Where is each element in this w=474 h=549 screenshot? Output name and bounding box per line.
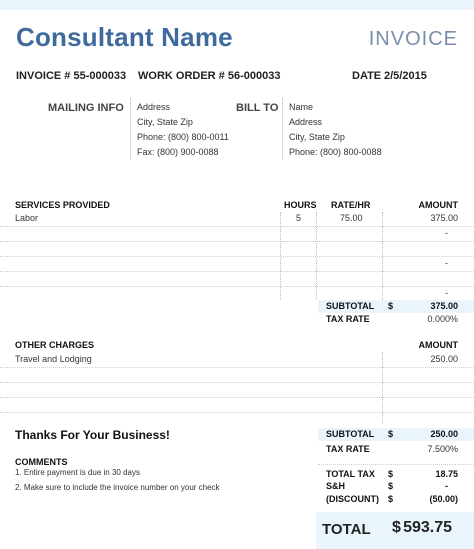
service-hours: 5: [296, 213, 302, 223]
summary-tax-value: 7.500%: [427, 444, 458, 454]
row-divider: [0, 382, 474, 383]
other-charge-amount: 250.00: [430, 354, 458, 364]
hours-header: HOURS: [284, 200, 317, 210]
discount-value: (50.00): [429, 494, 458, 504]
mailing-line: City, State Zip: [137, 117, 193, 127]
services-header: SERVICES PROVIDED: [15, 200, 110, 210]
service-rate: 75.00: [340, 213, 363, 223]
other-charges-header: OTHER CHARGES: [15, 340, 95, 350]
sh-value: -: [445, 481, 448, 491]
services-tax-label: TAX RATE: [326, 314, 370, 324]
summary-tax-label: TAX RATE: [326, 444, 370, 454]
summary-subtotal-currency: $: [388, 429, 394, 439]
amount-header: AMOUNT: [418, 200, 458, 210]
total-value: 593.75: [403, 519, 452, 536]
col-divider: [382, 352, 383, 424]
total-tax-currency: $: [388, 469, 394, 479]
invoice-number: INVOICE # 55-000033: [16, 70, 127, 82]
bill-to-line: City, State Zip: [289, 132, 345, 142]
date-label: DATE: [352, 70, 382, 82]
mailing-line: Phone: (800) 800-0011: [137, 132, 229, 142]
rate-header: RATE/HR: [331, 200, 371, 210]
date-value: 2/5/2015: [384, 70, 427, 82]
service-amount: -: [445, 228, 448, 238]
mailing-line: Fax: (800) 900-0088: [137, 147, 219, 157]
top-band: [0, 0, 474, 10]
row-divider: [0, 271, 474, 272]
other-amount-header: AMOUNT: [418, 340, 458, 350]
summary-subtotal-value: 250.00: [430, 429, 458, 439]
services-subtotal-currency: $: [388, 301, 394, 311]
mailing-line: Address: [137, 102, 171, 112]
summary-subtotal-label: SUBTOTAL: [326, 429, 375, 439]
document-type: INVOICE: [368, 28, 458, 50]
row-divider: [0, 367, 474, 368]
mailing-info-label: MAILING INFO: [48, 102, 124, 114]
work-order-number: WORK ORDER # 56-000033: [138, 70, 281, 82]
row-divider: [0, 226, 474, 227]
thanks-message: Thanks For Your Business!: [15, 428, 170, 442]
discount-currency: $: [388, 494, 394, 504]
mailing-divider: [130, 98, 131, 160]
other-charge-label: Travel and Lodging: [15, 354, 92, 364]
bill-to-line: Phone: (800) 800-0088: [289, 147, 382, 157]
total-currency: $: [392, 519, 401, 536]
sh-currency: $: [388, 481, 394, 491]
total-tax-label: TOTAL TAX: [326, 469, 375, 479]
bill-to-label: BILL TO: [236, 102, 279, 114]
bill-to-line: Name: [289, 102, 314, 112]
comments-label: COMMENTS: [15, 457, 68, 467]
comment-line: 2. Make sure to include the invoice number on your check: [15, 483, 220, 492]
services-subtotal-value: 375.00: [430, 301, 458, 311]
row-divider: [0, 397, 474, 398]
service-amount: -: [445, 258, 448, 268]
total-label: TOTAL: [322, 521, 371, 538]
discount-label: (DISCOUNT): [326, 494, 379, 504]
row-divider: [318, 464, 474, 465]
row-divider: [0, 412, 474, 413]
sh-label: S&H: [326, 481, 346, 491]
comment-line: 1. Entire payment is due in 30 days: [15, 468, 140, 477]
bill-to-line: Address: [289, 117, 323, 127]
mailing-address-block: [137, 100, 229, 160]
row-divider: [0, 241, 474, 242]
bill-to-divider: [282, 98, 283, 160]
service-label: Labor: [15, 213, 39, 223]
services-tax-value: 0.000%: [427, 314, 458, 324]
bill-to-block: [289, 100, 382, 160]
services-subtotal-label: SUBTOTAL: [326, 301, 375, 311]
consultant-name: Consultant Name: [16, 22, 233, 52]
service-amount: 375.00: [430, 213, 458, 223]
row-divider: [0, 286, 474, 287]
comments-block: [15, 465, 220, 495]
row-divider: [0, 256, 474, 257]
service-amount: -: [445, 288, 448, 298]
total-tax-value: 18.75: [435, 469, 458, 479]
